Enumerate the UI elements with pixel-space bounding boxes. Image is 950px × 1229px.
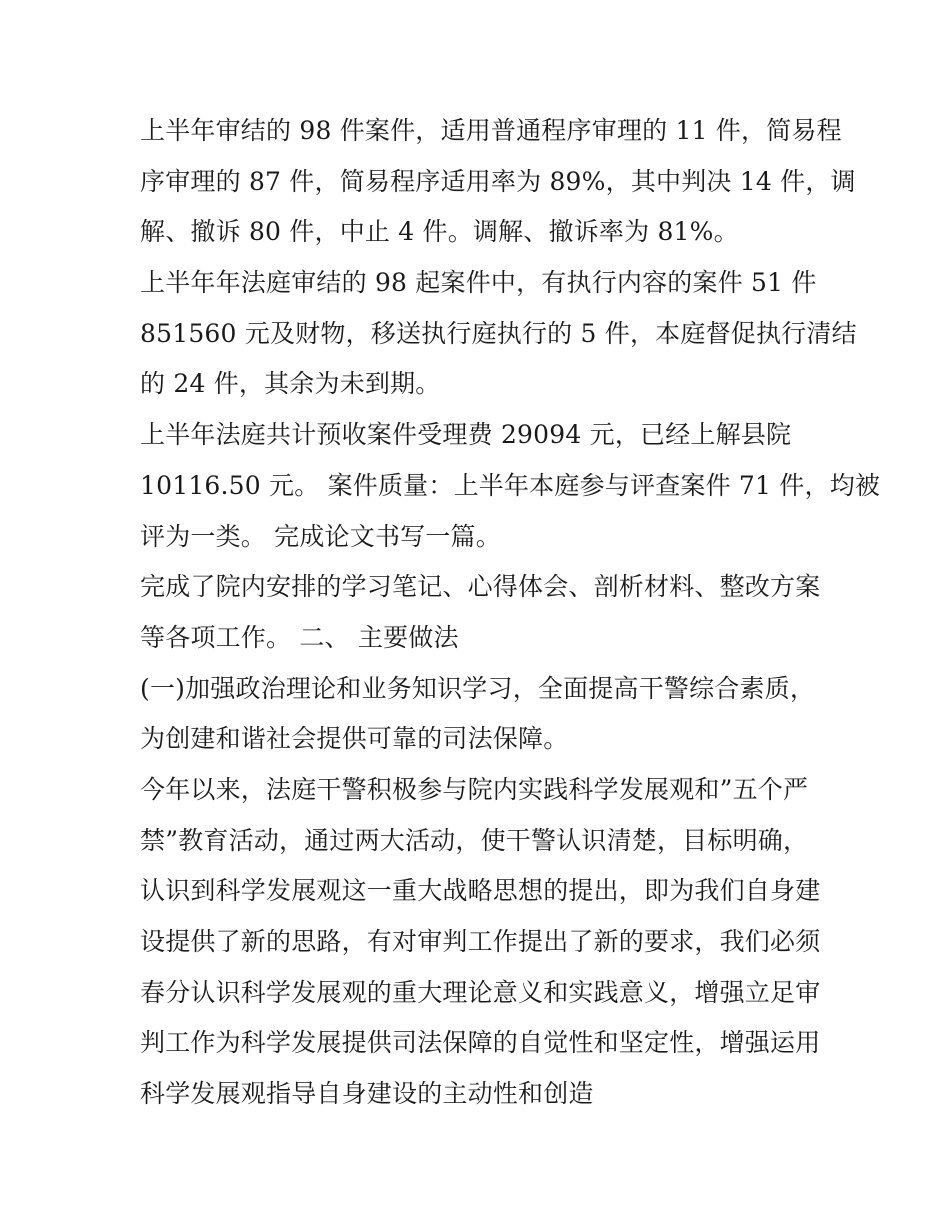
text-line: 评为一类。 完成论文书写一篇。	[140, 521, 501, 551]
text-line: 完成了院内安排的学习笔记、心得体会、剖析材料、整改方案	[140, 572, 821, 602]
text-line: 认识到科学发展观这一重大战略思想的提出，即为我们自身建	[140, 876, 821, 906]
text-line: 设提供了新的思路，有对审判工作提出了新的要求，我们必须	[140, 927, 821, 956]
text-line: 科学发展观指导自身建设的主动性和创造	[140, 1079, 594, 1109]
text-line: (一)加强政治理论和业务知识学习，全面提高干警综合素质，	[140, 673, 816, 703]
document-body	[140, 106, 881, 1120]
text-line: 判工作为科学发展提供司法保障的自觉性和坚定性，增强运用	[140, 1028, 821, 1058]
text-line: 解、撤诉 80 件，中止 4 件。调解、撤诉率为 81%。	[140, 217, 739, 247]
text-line: 的 24 件，其余为未到期。	[140, 369, 441, 399]
text-line: 禁”教育活动，通过两大活动，使干警认识清楚，目标明确，	[140, 825, 809, 855]
text-line: 上半年审结的 98 件案件，适用普通程序审理的 11 件，简易程	[140, 116, 842, 145]
text-line: 上半年法庭共计预收案件受理费 29094 元，已经上解县院	[140, 420, 792, 450]
text-line: 春分认识科学发展观的重大理论意义和实践意义，增强立足审	[140, 977, 821, 1007]
text-line: 为创建和谐社会提供可靠的司法保障。	[140, 724, 569, 754]
text-line: 10116.50 元。 案件质量：上半年本庭参与评查案件 71 件，均被	[140, 470, 881, 500]
text-line: 等各项工作。 二、 主要做法	[140, 622, 459, 652]
text-line: 序审理的 87 件，简易程序适用率为 89%，其中判决 14 件，调	[140, 166, 856, 196]
text-line: 今年以来，法庭干警积极参与院内实践科学发展观和”五个严	[140, 774, 809, 804]
text-line: 上半年年法庭审结的 98 起案件中，有执行内容的案件 51 件	[140, 268, 817, 298]
text-line: 851560 元及财物，移送执行庭执行的 5 件，本庭督促执行清结	[140, 318, 857, 348]
